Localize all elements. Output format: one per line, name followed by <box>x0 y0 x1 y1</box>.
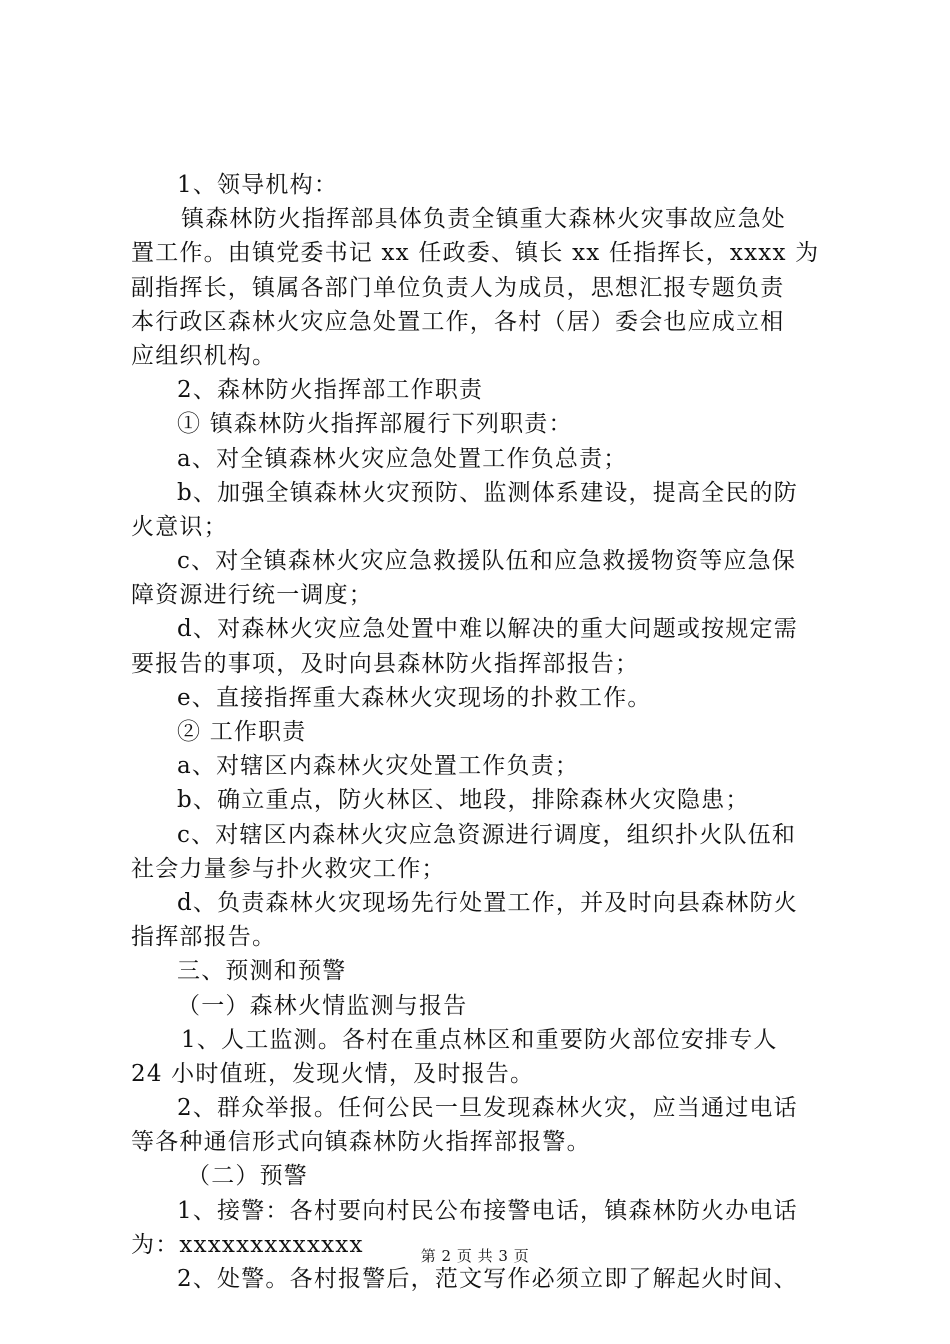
text-line: 本行政区森林火灾应急处置工作，各村（居）委会也应成立相 <box>131 308 785 335</box>
text-line: 为：xxxxxxxxxxxxx <box>131 1231 364 1258</box>
page-footer: 第 2 页 共 3 页 <box>420 1247 530 1265</box>
text-line: 火意识； <box>131 513 228 540</box>
text-line: e、直接指挥重大森林火灾现场的扑救工作。 <box>177 684 652 711</box>
text-line: 1、人工监测。各村在重点林区和重要防火部位安排专人 <box>181 1026 778 1053</box>
text-line: b、加强全镇森林火灾预防、监测体系建设，提高全民的防 <box>177 479 798 506</box>
text-line: 2、群众举报。任何公民一旦发现森林火灾，应当通过电话 <box>177 1095 798 1122</box>
text-line: d、对森林火灾应急处置中难以解决的重大问题或按规定需 <box>177 616 798 643</box>
text-line: 副指挥长，镇属各部门单位负责人为成员，思想汇报专题负责 <box>131 274 785 301</box>
text-line: 1、接警：各村要向村民公布接警电话，镇森林防火办电话 <box>177 1197 798 1224</box>
text-line: b、确立重点，防火林区、地段，排除森林火灾隐患； <box>177 787 750 814</box>
text-line: a、对全镇森林火灾应急处置工作负总责； <box>177 445 628 472</box>
text-line: 等各种通信形式向镇森林防火指挥部报警。 <box>131 1129 591 1156</box>
text-line: c、对辖区内森林火灾应急资源进行调度，组织扑火队伍和 <box>177 821 797 848</box>
text-line: 2、处警。各村报警后，范文写作必须立即了解起火时间、 <box>177 1266 798 1292</box>
text-line: 2、森林防火指挥部工作职责 <box>177 377 484 404</box>
text-line: 24 小时值班，发现火情，及时报告。 <box>131 1060 535 1087</box>
document-body <box>131 168 831 1296</box>
text-line: ① 镇森林防火指挥部履行下列职责： <box>177 411 573 438</box>
text-line: 镇森林防火指挥部具体负责全镇重大森林火灾事故应急处 <box>181 206 786 233</box>
text-line: （一）森林火情监测与报告 <box>177 992 468 1019</box>
text-line: d、负责森林火灾现场先行处置工作，并及时向县森林防火 <box>177 889 798 916</box>
text-line: 指挥部报告。 <box>131 924 277 951</box>
text-line: 应组织机构。 <box>131 342 277 369</box>
text-line: 要报告的事项，及时向县森林防火指挥部报告； <box>131 650 640 677</box>
text-line: c、对全镇森林火灾应急救援队伍和应急救援物资等应急保 <box>177 548 797 575</box>
text-line: 三、预测和预警 <box>177 958 347 985</box>
text-line: a、对辖区内森林火灾处置工作负责； <box>177 753 580 780</box>
text-line: 置工作。由镇党委书记 xx 任政委、镇长 xx 任指挥长，xxxx 为 <box>131 240 820 267</box>
text-line: 1、领导机构： <box>177 172 339 198</box>
text-line: 社会力量参与扑火救灾工作； <box>131 855 446 882</box>
text-line: ② 工作职责 <box>177 719 307 745</box>
text-line: 障资源进行统一调度； <box>131 582 373 609</box>
text-line: （二）预警 <box>187 1163 308 1190</box>
